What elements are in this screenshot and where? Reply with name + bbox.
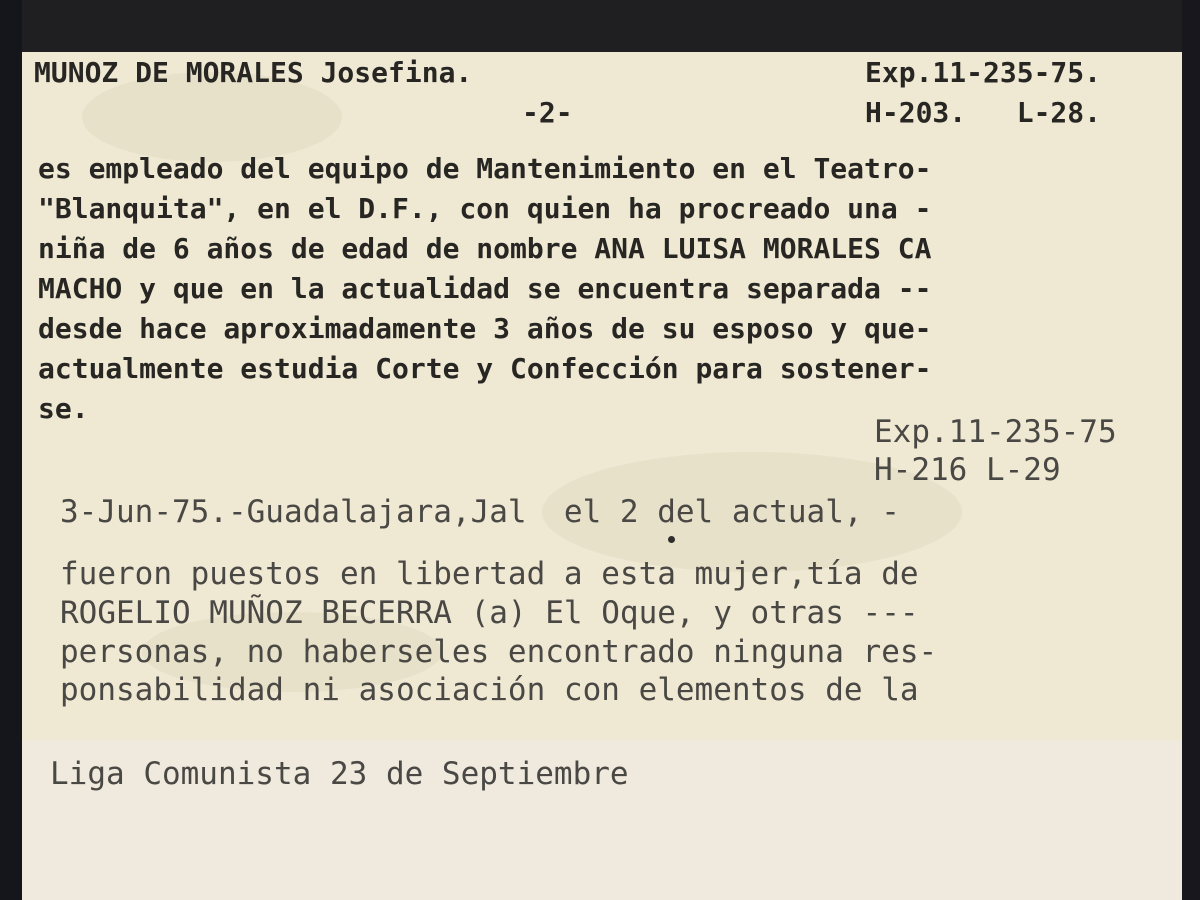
scan-border-right bbox=[1182, 0, 1200, 900]
file-number: Exp.11-235-75. bbox=[865, 56, 1102, 89]
text-line: fueron puestos en libertad a esta mujer,tía de bbox=[60, 556, 919, 592]
document-card bbox=[22, 52, 1182, 740]
text-line: ROGELIO MUÑOZ BECERRA (a) El Oque, y otras --- bbox=[60, 595, 919, 631]
text-line: niña de 6 años de edad de nombre ANA LUISA MORALES CA bbox=[38, 232, 932, 265]
entry-file-number: Exp.11-235-75 bbox=[874, 414, 1117, 450]
text-line: se. bbox=[38, 392, 89, 425]
text-line: actualmente estudia Corte y Confección para sostener- bbox=[38, 352, 932, 385]
document-card-continuation bbox=[22, 740, 1182, 900]
text-line: 3-Jun-75.-Guadalajara,Jal el 2 del actual, - bbox=[60, 494, 900, 530]
page-number: -2- bbox=[522, 96, 573, 129]
text-line: MACHO y que en la actualidad se encuentra separada -- bbox=[38, 272, 932, 305]
typed-dot bbox=[668, 536, 675, 543]
entry-file-reference: H-216 L-29 bbox=[874, 452, 1061, 488]
subject-name: MUNOZ DE MORALES Josefina. bbox=[34, 56, 473, 89]
text-line: personas, no haberseles encontrado ninguna res- bbox=[60, 634, 938, 670]
file-reference: H-203. L-28. bbox=[865, 96, 1102, 129]
text-line: "Blanquita", en el D.F., con quien ha procreado una - bbox=[38, 192, 932, 225]
text-line: Liga Comunista 23 de Septiembre bbox=[50, 756, 629, 792]
text-line: es empleado del equipo de Mantenimiento en el Teatro- bbox=[38, 152, 932, 185]
scan-border-left bbox=[0, 0, 22, 900]
text-line: ponsabilidad ni asociación con elementos de la bbox=[60, 672, 919, 708]
text-line: desde hace aproximadamente 3 años de su esposo y que- bbox=[38, 312, 932, 345]
